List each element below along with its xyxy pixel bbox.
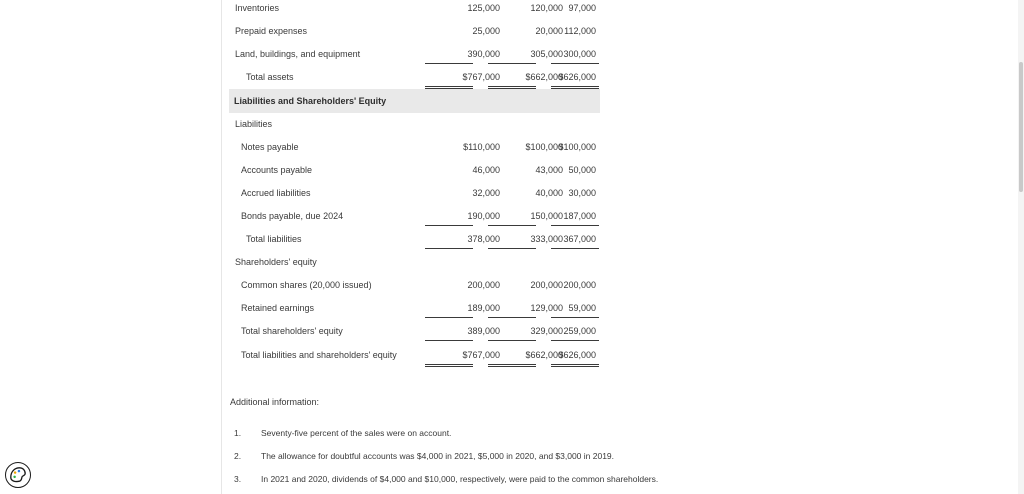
value-2021: 378,000 bbox=[467, 234, 500, 244]
table-row bbox=[230, 162, 600, 184]
value-2020: 43,000 bbox=[535, 165, 563, 175]
list-number: 2. bbox=[234, 451, 242, 461]
value-2021: 46,000 bbox=[472, 165, 500, 175]
value-2019: 187,000 bbox=[563, 211, 596, 221]
scrollbar-thumb[interactable] bbox=[1019, 62, 1023, 192]
row-label: Land, buildings, and equipment bbox=[235, 49, 361, 59]
list-text: Seventy-five percent of the sales were on account. bbox=[261, 428, 452, 438]
section-header bbox=[229, 89, 600, 113]
accessibility-icon bbox=[6, 463, 29, 486]
subtotal-rule bbox=[488, 225, 536, 226]
subtotal-rule bbox=[425, 225, 473, 226]
row-label: Total assets bbox=[246, 72, 294, 82]
value-2019: 367,000 bbox=[563, 234, 596, 244]
subtotal-rule bbox=[551, 248, 599, 249]
subtotal-rule bbox=[488, 317, 536, 318]
table-row bbox=[230, 231, 600, 253]
value-2019: 59,000 bbox=[568, 303, 596, 313]
subtotal-rule bbox=[551, 63, 599, 64]
value-2019: 97,000 bbox=[568, 3, 596, 13]
value-2020: 329,000 bbox=[530, 326, 563, 336]
list-text: In 2021 and 2020, dividends of $4,000 and $10,000, respectively, were paid to the common shareholders. bbox=[261, 474, 659, 484]
subtotal-rule bbox=[551, 225, 599, 226]
value-2021: 189,000 bbox=[467, 303, 500, 313]
row-label: Notes payable bbox=[241, 142, 299, 152]
value-2021: $110,000 bbox=[463, 142, 500, 152]
row-label: Accrued liabilities bbox=[241, 188, 311, 198]
table-row bbox=[230, 323, 600, 345]
list-number: 1. bbox=[234, 428, 242, 438]
subtotal-rule bbox=[425, 340, 473, 341]
value-2019: $626,000 bbox=[558, 72, 596, 82]
value-2020: 333,000 bbox=[530, 234, 563, 244]
value-2020: $662,000 bbox=[525, 350, 563, 360]
value-2020: $100,000 bbox=[525, 142, 563, 152]
row-label: Prepaid expenses bbox=[235, 26, 308, 36]
table-row bbox=[230, 0, 600, 22]
subtotal-rule bbox=[551, 340, 599, 341]
value-2020: 305,000 bbox=[530, 49, 563, 59]
value-2019: 200,000 bbox=[563, 280, 596, 290]
row-label: Bonds payable, due 2024 bbox=[241, 211, 344, 221]
row-label: Inventories bbox=[235, 3, 280, 13]
row-label: Total liabilities and shareholders' equity bbox=[241, 350, 397, 360]
equity-heading: Shareholders' equity bbox=[235, 257, 317, 267]
value-2021: $767,000 bbox=[462, 72, 500, 82]
total-double-rule bbox=[425, 364, 473, 367]
value-2020: 150,000 bbox=[530, 211, 563, 221]
value-2020: 129,000 bbox=[530, 303, 563, 313]
value-2021: 25,000 bbox=[472, 26, 500, 36]
table-row bbox=[230, 277, 600, 299]
value-2019: 50,000 bbox=[568, 165, 596, 175]
value-2019: $626,000 bbox=[558, 350, 596, 360]
table-row bbox=[230, 208, 600, 230]
value-2020: 200,000 bbox=[530, 280, 563, 290]
row-label: Common shares (20,000 issued) bbox=[241, 280, 372, 290]
value-2019: 259,000 bbox=[563, 326, 596, 336]
subsection-heading bbox=[230, 116, 600, 138]
value-2020: $662,000 bbox=[525, 72, 563, 82]
value-2020: 20,000 bbox=[535, 26, 563, 36]
value-2021: 190,000 bbox=[467, 211, 500, 221]
row-label: Total shareholders' equity bbox=[241, 326, 343, 336]
value-2021: 390,000 bbox=[467, 49, 500, 59]
table-row bbox=[230, 69, 600, 91]
table-row bbox=[230, 347, 600, 369]
subtotal-rule bbox=[425, 317, 473, 318]
list-text: The allowance for doubtful accounts was $4,000 in 2021, $5,000 in 2020, and $3,000 in 2019. bbox=[261, 451, 615, 461]
value-2020: 40,000 bbox=[535, 188, 563, 198]
table-row bbox=[230, 46, 600, 68]
subtotal-rule bbox=[488, 340, 536, 341]
total-double-rule bbox=[551, 364, 599, 367]
row-label: Total liabilities bbox=[246, 234, 302, 244]
subtotal-rule bbox=[488, 63, 536, 64]
accessibility-button[interactable] bbox=[5, 462, 31, 488]
value-2019: $100,000 bbox=[558, 142, 596, 152]
scrollbar-track[interactable] bbox=[1018, 0, 1024, 494]
content-left-border bbox=[221, 0, 222, 494]
value-2021: 389,000 bbox=[467, 326, 500, 336]
value-2021: 200,000 bbox=[467, 280, 500, 290]
liabilities-heading: Liabilities bbox=[235, 119, 273, 129]
row-label: Retained earnings bbox=[241, 303, 315, 313]
section-title: Liabilities and Shareholders' Equity bbox=[234, 96, 387, 106]
list-number: 3. bbox=[234, 474, 242, 484]
value-2020: 120,000 bbox=[530, 3, 563, 13]
subsection-heading bbox=[230, 254, 600, 276]
table-row bbox=[230, 139, 600, 161]
value-2019: 300,000 bbox=[563, 49, 596, 59]
subtotal-rule bbox=[425, 63, 473, 64]
table-row bbox=[230, 23, 600, 45]
subtotal-rule bbox=[488, 248, 536, 249]
subtotal-rule bbox=[425, 248, 473, 249]
subtotal-rule bbox=[551, 317, 599, 318]
additional-info-heading: Additional information: bbox=[230, 397, 320, 407]
table-row bbox=[230, 300, 600, 322]
row-label: Accounts payable bbox=[241, 165, 313, 175]
value-2019: 30,000 bbox=[568, 188, 596, 198]
value-2021: $767,000 bbox=[462, 350, 500, 360]
value-2019: 112,000 bbox=[564, 26, 596, 36]
value-2021: 125,000 bbox=[467, 3, 500, 13]
table-row bbox=[230, 185, 600, 207]
value-2021: 32,000 bbox=[472, 188, 500, 198]
total-double-rule bbox=[488, 364, 536, 367]
